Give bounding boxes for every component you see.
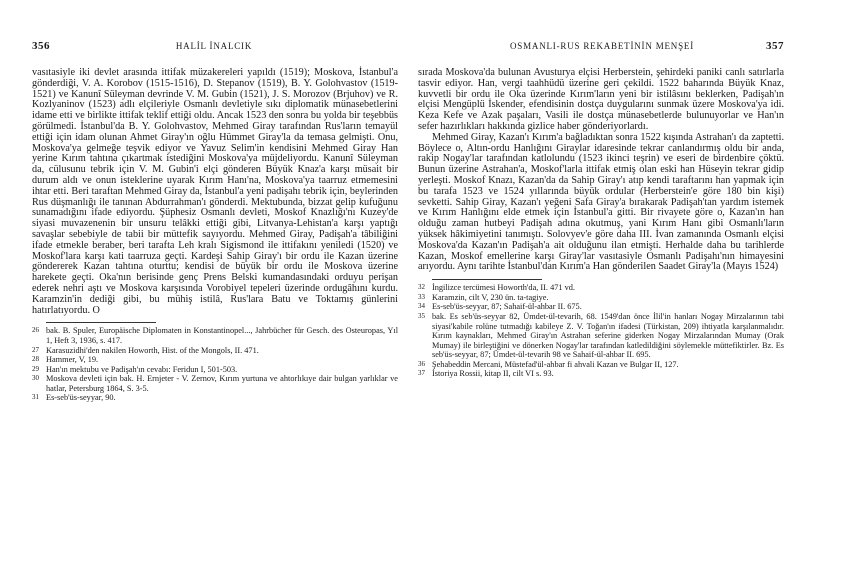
footnote-number: 27 (32, 345, 39, 354)
footnote-rule (432, 279, 542, 280)
footnote (32, 346, 398, 356)
footnote (32, 393, 398, 403)
footnote-text: Karasuzidhi'den nakilen Howorth, Hist. of the Mongols, II. 471. (46, 345, 259, 355)
footnote-number: 33 (418, 292, 425, 301)
right-body-text (418, 68, 784, 273)
footnote (418, 283, 784, 293)
footnote-text: Karamzin, cilt V, 230 ün. ta-tagiye. (432, 292, 549, 302)
footnote-number: 35 (418, 311, 425, 320)
footnote-number: 26 (32, 326, 39, 335)
footnote (418, 312, 784, 360)
footnote (418, 369, 784, 379)
left-page (32, 40, 398, 403)
body-paragraph: sırada Moskova'da bulunan Avusturya elçisi Herberstein, şehirdeki paniki canlı satırlarla tasvir ediyor. Han, vergi taahhüdü üzerine geri çekildi. 1522 baharında Büyük Knaz, kuvvetli bir ordu ile Oka üzerinde Kırım'ların yeni bir istilâsını beklerken, Padişah'ın elçisi Mengüplü İskender, efendisinin dostça duygularını sunmak üzere Moskova'ya idi. Keza Kefe ve Azak paşaları, Vasili ile dostça münasebetlerde bulunuyorlar ve Han'ın sefer hazırlıkları hakkında gizlice haber gönderiyorlardı. (418, 67, 784, 132)
footnote-number: 36 (418, 359, 425, 368)
footnote-number: 32 (418, 283, 425, 292)
footnote-number: 28 (32, 355, 39, 364)
footnote-text: Şehabeddin Mercani, Müstefad'ül-ahbar fi ahvali Kazan ve Bulgar II, 127. (432, 359, 679, 369)
footnote-number: 37 (418, 369, 425, 378)
left-running-head: HALİL İNALCIK (175, 41, 253, 51)
right-page (418, 40, 784, 379)
footnote-rule (46, 322, 156, 323)
footnote (32, 326, 398, 345)
footnote (32, 365, 398, 375)
footnote-text: Moskova devleti için bak. H. Ernjeter - V. Zernov, Kırım yurtuna ve ahtorlıkıye dair bulgan yarlıklar ve hatlar, Petersburg 1864, S. 3-5. (46, 374, 398, 393)
right-page-header (418, 40, 784, 58)
left-page-number: 356 (32, 40, 50, 52)
right-page-number: 357 (766, 40, 784, 52)
footnote-text: Hammer, V, 19. (46, 355, 99, 365)
footnote-number: 31 (32, 393, 39, 402)
right-footnotes (418, 283, 784, 379)
body-paragraph: vasıtasiyle iki devlet arasında ittifak müzakereleri yapıldı (1519); Moskova, İstanbul'a gönderdiği, V. A. Korobov (1515-1516), D. Stepanov (1519), B. Y. Golohvastov (1519-1521) ve Kanunî Süleyman devrinde V. M. Gubin (1521), J. S. Morozov (Brjuhov) ve R. Kozlyaninov (1523) adlı elçileriyle Osmanlı devletiyle sıkı diplomatik münasebetlerini idame etti ve birlikte ittifak teklif ettiği oldu. Ancak 1523 den sonra bu yolda bir teşebbüs görülmedi. İstanbul'da B. Y. Golohvastov, Mehmed Giray tarafından Rus'ların temayül ettiği için idam olunan Ahmet Giray'ın oğlu Hümmet Giray'la da temasa gelmişti. Onu, Moskova'ya gelmeğe teşvik ediyor ve Yavuz Selim'in kendisini Mehmed Giray Han yerine Kırım tahtına çıkartmak istediğini Moskova'ya müjdeliyordu. Kanunî Süleyman da, cülusunu tebrik için V. M. Gubin'i elçi gönderen Büyük Knaz'a karşı müsait bir durum aldı ve onun isteklerine uyarak Kırım Hanı'na, Moskova'ya taarruz etmemesini ihtar etti. Beri taraftan Mehmed Giray da, İstanbul'a yeni padişahı tebrik için, beylerinden Rus düşmanlığı ile tanınan Abdurrahman'ı gönderdi. Mektubunda, bizzat gelip kufuğunu sunamadığını ifade ediyordu. Şüphesiz Osmanlı devleti, Moskof Knazlığı'nı Kuzey'de siyasi muvazenenin bir unsuru telâkki ettiği gibi, Litvanya-Lehistan'a karşı yaptığı savaşlar sebebiyle de tabii bir müttefik sayıyordu. Mehmed Giray, Padişah'a tâbiliğini ifade etmekle beraber, beri tarafta Leh kralı Sigismond ile ittifakını yeniledi (1520) ve Moskof'lara karşı kati taarruza geçti. Kardeşi Sahip Giray'ı bir ordu ile Kazan üzerine göndererek Kazan tahtına oturttu; kendisi de büyük bir ordu ile Moskova üzerine harekete geçti. Oka'nın berisinde genç Prens Belski kumandasındaki orduyu perişan ederek nehri aştı ve Moskova karşısında Vorobiyel tepeleri üzerinde ordugâhını kurdu. Karamzin'in dediği gibi, bu mühiş istilâ, Rus'lara Batu ve Toktamış günlerini hatırlatıyordu. O (32, 67, 398, 316)
footnote (418, 293, 784, 303)
footnote-text: bak. Es seb'üs-seyyar 82, Ümdet-ül-tevarih, 68. 1549'dan önce İlil'in hanları Nogay Mirzalarının tabi siyasi'kabile rolüne tutmadığı kabileye Z. V. Toğan'ın ifadesi (Türkistan, 209) ihtiyatla karşılanmalıdır. Kırım kaynakları, Mehmed Giray'ın Astrahan seferine giderken Nogay Mirzalarından Mumay (Orak Mumay) ile birleştiğini ve dönerken Nogay'lar tarafından katledildiğini söylemekle müttefiktirler. Bz. Es seb'üs-seyyar, 87; Ümdet-ül-tevarih 98 ve Sahaif-ül-ahbar II. 695. (432, 311, 784, 360)
left-body-text (32, 68, 398, 316)
footnote-text: Han'ın mektubu ve Padişah'ın cevabı: Feridun I, 501-503. (46, 364, 238, 374)
footnote (418, 360, 784, 370)
footnote-text: İstoriya Rossii, kitap II, cilt VI s. 93. (432, 369, 554, 379)
footnote-number: 30 (32, 374, 39, 383)
footnote-text: bak. B. Spuler, Europäische Diplomaten in Konstantinopel..., Jahrbücher für Gesch. des Osteuropas, Yıl 1, Heft 3, 1936, s. 417. (46, 326, 398, 345)
footnote-text: Es-seb'üs-seyyar, 90. (46, 393, 116, 403)
footnote-number: 34 (418, 302, 425, 311)
body-paragraph: Mehmed Giray, Kazan'ı Kırım'a bağladıktan sonra 1522 kışında Astrahan'ı da zaptetti. Böylece o, Altın-ordu Hanlığını Giraylar idaresinde tekrar canlandırmış oldu bir anda, rakip Nogay'lar tarafından katlolundu (1523 ikinci teşrin) ve eseri de birdenbire çöktü. Bunun üzerine Astrahan'a, Moskof'larla ittifak etmiş olan eski han Hüseyin tekrar gidip yerleşti. Moskof Knazı, Kazan'da da Sahip Giray'ı atıp kendi taraftarını han yapmak için bu tarafa 1523 ve 1524 yıllarında büyük ordular (Herberstein'e göre 180 bin kişi) sevketti. Sahip Giray, Kazan'ı yeğeni Safa Giray'a bırakarak Padişah'tan yardım istemek ve Kırım Hanlığını elde etmek için İstanbul'a gitti. Bir rivayete göre o, Kazan'ın han olduğu zaman hutbeyi Padişah adına okutmuş, yani Kırım Hanı gibi Osmanlı'ların yüksek hâkimiyetini tanımıştı. Solovyev'e göre daha III. İvan zamanında Osmanlı elçisi Moskova'da Kazan'ın Padişah'a ait olduğunu ilan etmişti. Herhalde daha bu tarihlerde Kazan, Moskof emellerine karşı Giray'lar vasıtasiyle Osmanlı Padişahı'nın himayesini arıyordu. Aynı tarihte İstanbul'dan Kırım'a Han gönderilen Saadet Giray'la (Mayıs 1524) (418, 131, 784, 273)
footnote-text: Es-seb'üs-seyyar, 87; Sahaif-ül-ahbar II. 675. (432, 302, 582, 312)
footnote (418, 302, 784, 312)
footnote (32, 355, 398, 365)
footnote-number: 29 (32, 364, 39, 373)
left-footnotes (32, 326, 398, 403)
footnote (32, 374, 398, 393)
footnote-text: İngilizce tercümesi Howorth'da, II. 471 vd. (432, 283, 575, 293)
right-running-head: OSMANLI-RUS REKABETİNİN MENŞEİ (510, 41, 694, 51)
left-page-header (32, 40, 398, 58)
